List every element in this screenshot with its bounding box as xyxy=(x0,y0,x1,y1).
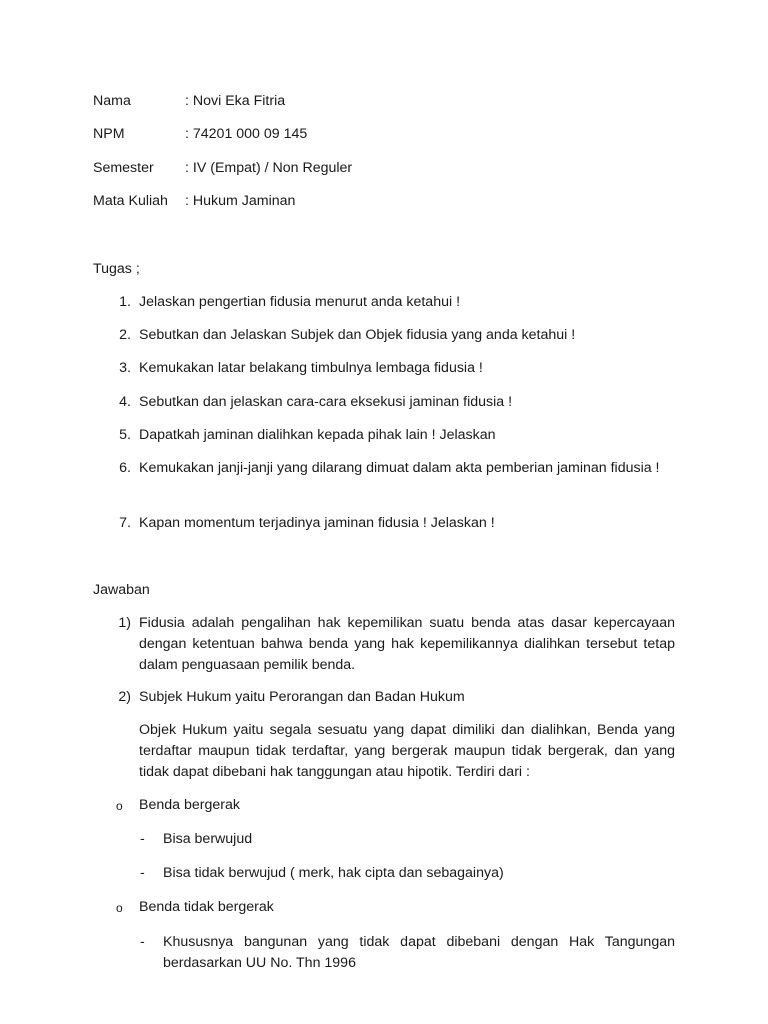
movable-item: Bisa berwujud xyxy=(163,831,253,847)
course-label: Mata Kuliah xyxy=(93,193,168,209)
task-text: Kapan momentum terjadinya jaminan fidusia ! Jelaskan ! xyxy=(139,515,495,531)
course-row xyxy=(93,193,295,209)
npm-row xyxy=(93,126,307,142)
name-row xyxy=(93,93,285,109)
name-value: : Novi Eka Fitria xyxy=(185,93,286,109)
task-number: 4. xyxy=(119,394,131,410)
task-text: Kemukakan latar belakang timbulnya lembaga fidusia ! xyxy=(139,360,483,376)
npm-value: : 74201 000 09 145 xyxy=(185,126,308,142)
tasks-heading: Tugas ; xyxy=(93,261,140,277)
answer-2-subject: Subjek Hukum yaitu Perorangan dan Badan Hukum xyxy=(139,689,465,705)
immovable-item: Khususnya bangunan yang tidak dapat dibebani dengan Hak Tangungan berdasarkan UU No. Thn 1996 xyxy=(163,934,675,971)
answer-number: 2) xyxy=(118,689,131,705)
task-number: 3. xyxy=(119,360,131,376)
task-text: Sebutkan dan jelaskan cara-cara eksekusi jaminan fidusia ! xyxy=(139,394,513,410)
answers-heading: Jawaban xyxy=(93,582,150,598)
course-value: : Hukum Jaminan xyxy=(185,193,296,209)
semester-row xyxy=(93,160,352,176)
semester-label: Semester xyxy=(93,160,154,176)
task-text: Dapatkah jaminan dialihkan kepada pihak lain ! Jelaskan xyxy=(139,427,496,443)
dash-marker: - xyxy=(140,831,145,847)
answer-1-text: Fidusia adalah pengalihan hak kepemilikan suatu benda atas dasar kepercayaan dengan ketentuan bahwa benda yang hak kepemilikannya dialihkan tersebut tetap dalam penguasaan pemilik benda. xyxy=(139,615,675,673)
task-text: Jelaskan pengertian fidusia menurut anda ketahui ! xyxy=(139,294,461,310)
movable-heading: Benda bergerak xyxy=(139,797,240,813)
task-text: Kemukakan janji-janji yang dilarang dimuat dalam akta pemberian jaminan fidusia ! xyxy=(139,460,660,476)
name-label: Nama xyxy=(93,93,131,109)
task-number: 1. xyxy=(119,294,131,310)
immovable-heading: Benda tidak bergerak xyxy=(139,899,274,915)
npm-label: NPM xyxy=(93,126,125,142)
task-text: Sebutkan dan Jelaskan Subjek dan Objek fidusia yang anda ketahui ! xyxy=(139,327,576,343)
bullet-marker: o xyxy=(116,799,123,813)
semester-value: : IV (Empat) / Non Reguler xyxy=(185,160,353,176)
task-number: 7. xyxy=(119,515,131,531)
dash-marker: - xyxy=(140,934,145,950)
task-number: 5. xyxy=(119,427,131,443)
answer-2-object: Objek Hukum yaitu segala sesuatu yang dapat dimiliki dan dialihkan, Benda yang terdaftar maupun tidak terdaftar, yang bergerak maupun tidak bergerak, dan yang tidak dapat dibebani hak tanggungan atau hipotik. Terdiri dari : xyxy=(139,722,675,780)
task-number: 2. xyxy=(119,327,131,343)
task-number: 6. xyxy=(119,460,131,476)
movable-item: Bisa tidak berwujud ( merk, hak cipta dan sebagainya) xyxy=(163,865,504,881)
bullet-marker: o xyxy=(116,901,123,915)
dash-marker: - xyxy=(140,865,145,881)
answer-number: 1) xyxy=(118,615,131,631)
